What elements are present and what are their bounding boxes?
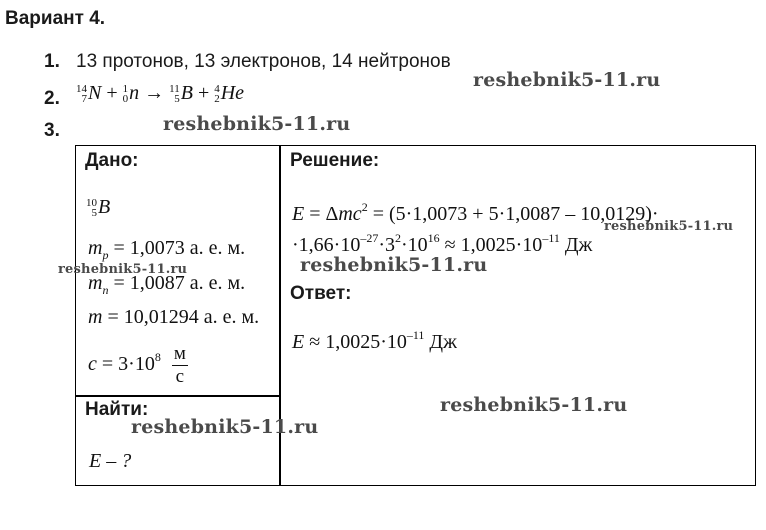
watermark: reshebnik5-11.ru	[58, 262, 188, 277]
b-nucleon-numbers: 11 5	[169, 83, 180, 106]
n-nucleon-numbers: 14 7	[76, 83, 87, 106]
naiti-value: E – ?	[89, 450, 132, 472]
answer-line: $E \approx 1,0025\cdot 10^{-11}$ Дж	[292, 328, 457, 353]
reshenie-box	[279, 145, 756, 486]
dano-speed-of-light: $c = 3\cdot 10^8$ $\frac{м}{с}$	[88, 343, 186, 387]
watermark: reshebnik5-11.ru	[440, 394, 628, 416]
dano-isotope-mass: m = 10,01294 а. е. м.	[88, 306, 260, 328]
watermark: reshebnik5-11.ru	[300, 254, 488, 276]
watermark: reshebnik5-11.ru	[473, 69, 661, 91]
neutron-numbers: 1 0	[122, 83, 129, 106]
item-1-number: 1.	[44, 51, 60, 72]
solution-line-1: E = Δmc$^2$ = (5·1,0073 + 5·1,0087 – 10,0129)·	[292, 200, 659, 225]
item-2-number: 2.	[44, 88, 60, 109]
dano-neutron-mass: $m_n = 1,0087$ а. е. м.	[88, 272, 246, 297]
solution-line-2: $\cdot 1,66\cdot 10^{-27}\cdot 3^2\cdot 10^{16} \approx 1,0025\cdot 10^{-11}$ Дж	[292, 231, 593, 256]
otvet-heading: Ответ:	[290, 283, 352, 304]
watermark: reshebnik5-11.ru	[131, 416, 319, 438]
dano-heading: Дано:	[85, 150, 139, 171]
he-nucleon-numbers: 4 2	[214, 83, 220, 106]
item-1-text: 13 протонов, 13 электронов, 14 нейтронов	[76, 51, 451, 72]
page-title: Вариант 4.	[5, 8, 106, 29]
watermark: reshebnik5-11.ru	[163, 113, 351, 135]
nuclear-reaction: 14 7 N + 1 0 n → 11 5 B + 4 2 He	[76, 82, 245, 106]
watermark: reshebnik5-11.ru	[604, 219, 734, 234]
item-3-number: 3.	[44, 120, 60, 141]
naiti-heading: Найти:	[85, 399, 149, 420]
unit-fraction: $\frac{м}{с}$	[173, 343, 186, 387]
reshenie-heading: Решение:	[290, 150, 380, 171]
dano-proton-mass: $m_p = 1,0073$ а. е. м.	[88, 237, 246, 262]
dano-isotope: 10 5 B	[86, 196, 111, 220]
